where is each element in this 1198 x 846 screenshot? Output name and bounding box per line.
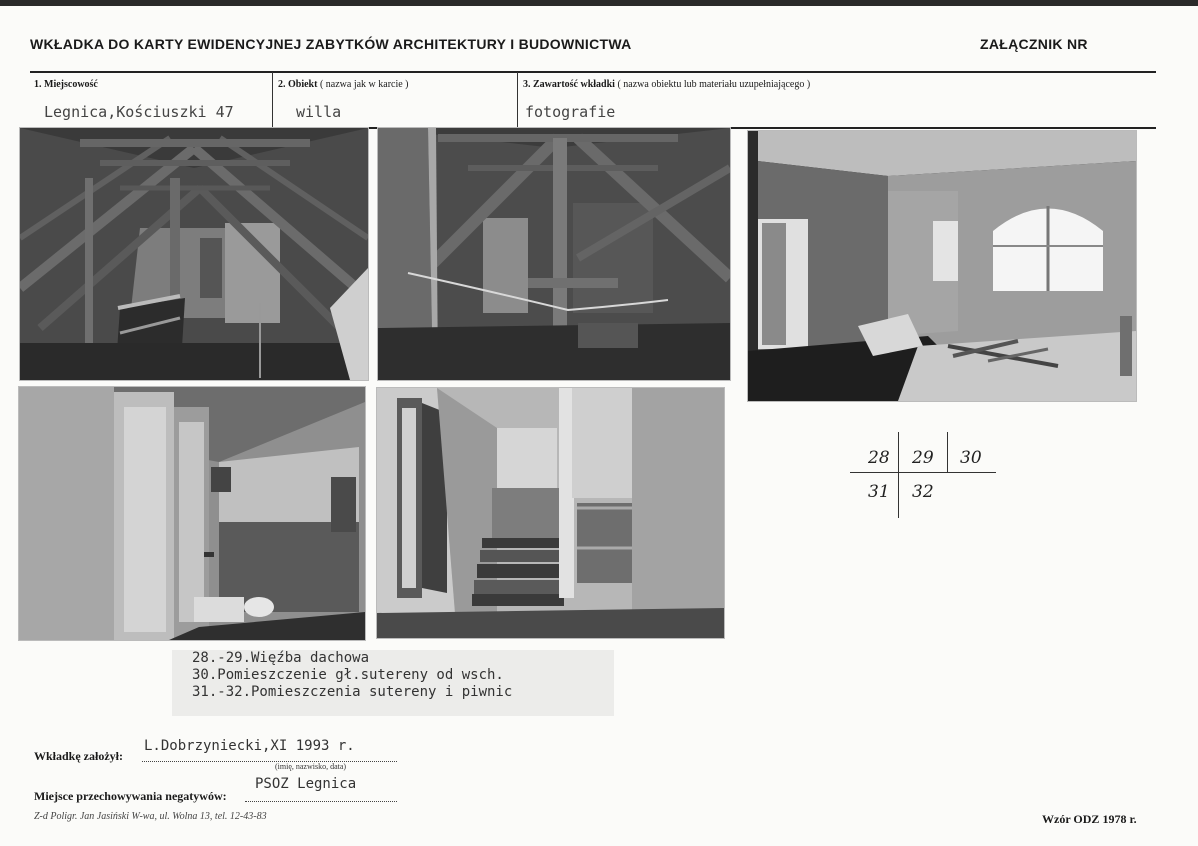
grid-number: 30 <box>960 448 982 468</box>
photo-grid-hline <box>850 472 996 473</box>
grid-number: 32 <box>912 482 934 502</box>
storage-dotted-line <box>245 800 397 802</box>
author-label: Wkładkę założył: <box>34 749 123 763</box>
attic-truss-photo-1 <box>19 127 369 381</box>
field-value-object: willa <box>296 103 342 121</box>
storage-value: PSOZ Legnica <box>255 776 357 792</box>
field-divider <box>272 72 273 127</box>
caption-line: 28.-29.Więźba dachowa <box>192 650 370 666</box>
form-version: Wzór ODZ 1978 r. <box>1042 812 1137 826</box>
attachment-number-label: ZAŁĄCZNIK NR <box>980 36 1088 52</box>
attic-truss-photo-2 <box>377 127 731 381</box>
author-note: (imię, nazwisko, data) <box>275 762 347 771</box>
form-title: WKŁADKA DO KARTY EWIDENCYJNEJ ZABYTKÓW ARCHITEKTURY I BUDOWNICTWA <box>30 36 632 52</box>
photo-grid-vline <box>947 432 948 472</box>
field-value-locality: Legnica,Kościuszki 47 <box>44 103 234 121</box>
author-value: L.Dobrzyniecki,XI 1993 r. <box>144 738 355 754</box>
basement-bathroom-photo <box>18 386 366 641</box>
caption-line: 31.-32.Pomieszczenia sutereny i piwnic <box>192 684 513 700</box>
storage-label: Miejsce przechowywania negatywów: <box>34 789 227 803</box>
field-label-contents: 3. Zawartość wkładki ( nazwa obiektu lub materiału uzupełniającego ) <box>523 79 811 90</box>
grid-number: 29 <box>912 448 934 468</box>
basement-room-photo <box>747 130 1137 402</box>
field-divider <box>517 72 518 127</box>
field-label-locality: 1. Miejscowość <box>34 79 98 90</box>
author-dotted-line <box>142 760 397 762</box>
grid-number: 28 <box>868 448 890 468</box>
basement-stairs-photo <box>376 387 725 639</box>
scan-edge <box>0 0 1198 6</box>
field-value-contents: fotografie <box>525 103 616 121</box>
header-rule <box>30 71 1156 73</box>
caption-line: 30.Pomieszczenie gł.sutereny od wsch. <box>192 667 504 683</box>
printer-imprint: Z-d Poligr. Jan Jasiński W-wa, ul. Wolna 13, tel. 12-43-83 <box>34 811 267 822</box>
grid-number: 31 <box>868 482 890 502</box>
field-label-object: 2. Obiekt ( nazwa jak w karcie ) <box>278 79 409 90</box>
photo-grid-vline <box>898 432 899 518</box>
